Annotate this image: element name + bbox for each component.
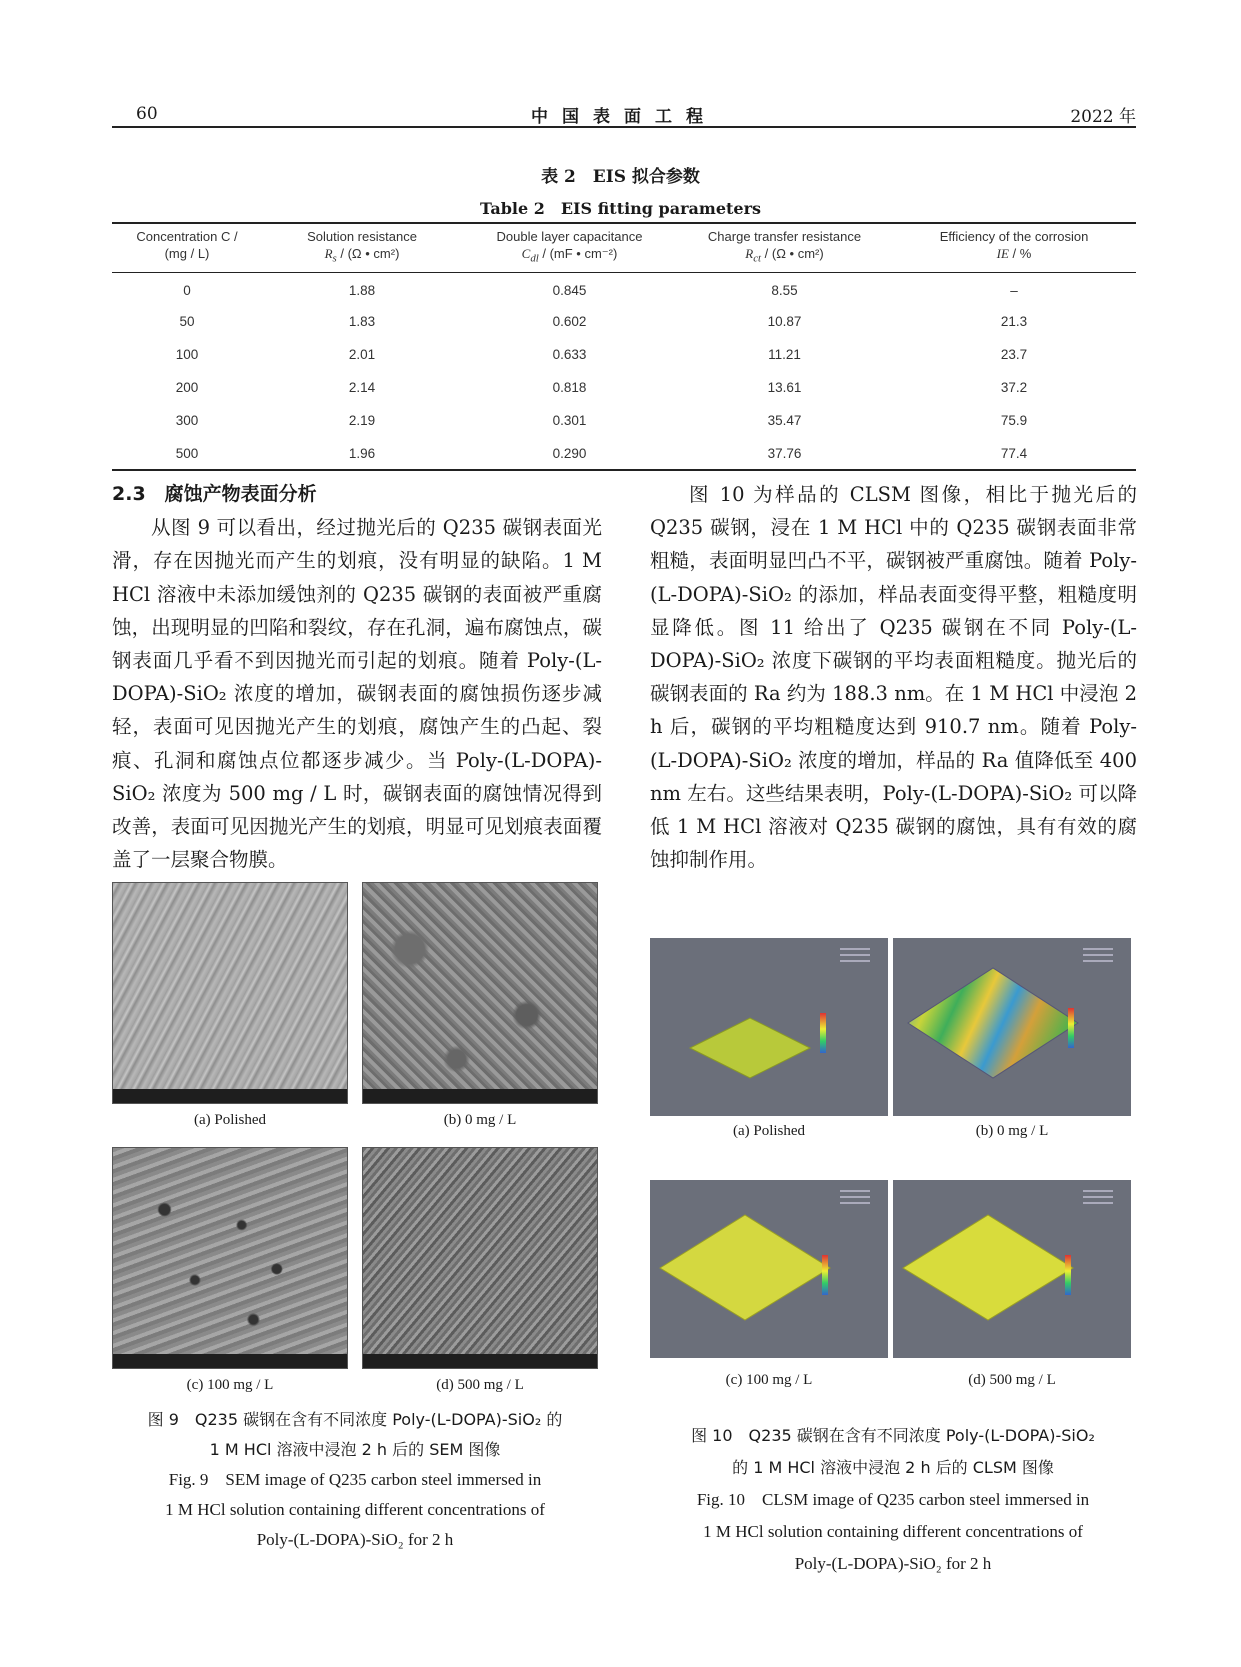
table-cell: 11.21 xyxy=(768,347,801,363)
clsm-image-500mgl xyxy=(893,1180,1131,1358)
table-cell: 35.47 xyxy=(767,413,802,429)
table-cell: 0.602 xyxy=(552,314,587,330)
table-cell: 500 xyxy=(175,445,199,461)
table-row xyxy=(112,338,1136,371)
table-row xyxy=(112,272,1136,305)
table-body xyxy=(112,272,1136,470)
table-cell: 0.818 xyxy=(552,380,587,396)
table-cell: 50 xyxy=(179,314,195,330)
running-header xyxy=(112,100,1136,128)
table-cell: 1.83 xyxy=(348,314,376,330)
table-cell: 2.01 xyxy=(348,347,376,363)
table-cell: 37.76 xyxy=(767,445,802,461)
table-cell: – xyxy=(1010,283,1018,299)
sem-image-polished xyxy=(112,882,348,1104)
fig10-subcaption-d: (d) 500 mg / L xyxy=(968,1372,1056,1388)
table-cell: 0.845 xyxy=(552,283,587,299)
table-cell: 77.4 xyxy=(1000,445,1028,461)
clsm-plot-100mgl xyxy=(650,1180,888,1358)
table-cell: 1.96 xyxy=(348,445,376,461)
sem-image-100mgl xyxy=(112,1147,348,1369)
left-paragraph: 从图 9 可以看出，经过抛光后的 Q235 碳钢表面光滑，存在因抛光而产生的划痕，没有明显的缺陷。1 M HCl 溶液中未添加缓蚀剂的 Q235 碳钢的表面被严重腐蚀，出现明显的凹陷和裂纹，存在孔洞，遍布腐蚀点，碳钢表面几乎看不到因抛光而引起的划痕。随着 Poly-(L-DOPA)-SiO₂ 浓度的增加，碳钢表面的腐蚀损伤逐步减轻，表面可见因抛光产生的划痕，腐蚀产生的凸起、裂痕、孔洞和腐蚀点位都逐步减少。当 Poly-(L-DOPA)-SiO₂ 浓度为 500 mg / L 时，碳钢表面的腐蚀情况得到改善，表面可见因抛光产生的划痕，明显可见划痕表面覆盖了一层聚合物膜。 xyxy=(112,516,602,872)
table-header-row xyxy=(112,223,1136,272)
clsm-plot-500mgl xyxy=(893,1180,1131,1358)
col-header-inhibition-efficiency: Efficiency of the corrosion IE / % xyxy=(939,229,1089,261)
fig9-subcaption-a: (a) Polished xyxy=(193,1112,267,1128)
table-cell: 23.7 xyxy=(1000,347,1028,363)
table-cell: 21.3 xyxy=(1000,314,1028,330)
fig9-subcaption-b: (b) 0 mg / L xyxy=(443,1112,517,1128)
table-row xyxy=(112,404,1136,437)
table-caption-cn: 表 2 EIS 拟合参数 xyxy=(541,167,700,187)
fig9-subcaption-c: (c) 100 mg / L xyxy=(186,1377,274,1393)
table-cell: 10.87 xyxy=(767,314,802,330)
left-column xyxy=(112,478,602,876)
fig9-subcaption-d: (d) 500 mg / L xyxy=(436,1377,524,1393)
table-cell: 8.55 xyxy=(771,283,798,299)
right-column xyxy=(650,478,1137,876)
table-cell: 37.2 xyxy=(1000,380,1028,396)
fig10-caption: 图 10 Q235 碳钢在含有不同浓度 Poly-(L-DOPA)-SiO₂ 的 1 M HCl 溶液中浸泡 2 h 后的 CLSM 图像 Fig. 10 CLSM image of Q235 carbon steel immersed in 1 M HCl solution containing different concentrations of Poly-(L-DOPA)-SiO₂ for 2 h xyxy=(691,1426,1095,1573)
issue-year: 2022 年 xyxy=(1070,107,1136,127)
fig9-caption: 图 9 Q235 碳钢在含有不同浓度 Poly-(L-DOPA)-SiO₂ 的 1 M HCl 溶液中浸泡 2 h 后的 SEM 图像 Fig. 9 SEM image of Q235 carbon steel immersed in 1 M HCl solution containing different concentrations of Poly-(L-DOPA)-SiO₂ for 2 h xyxy=(147,1410,563,1549)
table-cell: 0.290 xyxy=(552,445,587,461)
page-number: 60 xyxy=(136,104,158,124)
table-cell: 1.88 xyxy=(348,283,376,299)
table-cell: 0.633 xyxy=(552,347,587,363)
col-header-solution-resistance: Solution resistance $R_s / (\Omega$ • cm²) xyxy=(307,229,417,265)
table-cell: 0.301 xyxy=(552,413,587,429)
journal-title: 中国表面工程 xyxy=(531,107,717,127)
sem-info-bar xyxy=(113,1354,347,1368)
table-cell: 0 xyxy=(183,283,191,299)
fig10-subcaption-c: (c) 100 mg / L xyxy=(725,1372,813,1388)
clsm-plot-polished xyxy=(650,938,888,1116)
col-header-double-layer-capacitance: Double layer capacitance $C_{dl} / (mF$ • cm⁻²) xyxy=(496,229,643,265)
table-cell: 2.14 xyxy=(348,380,376,396)
table-cell: 75.9 xyxy=(1000,413,1028,429)
right-paragraph: 图 10 为样品的 CLSM 图像，相比于抛光后的 Q235 碳钢，浸在 1 M HCl 中的 Q235 碳钢表面非常粗糙，表面明显凹凸不平，碳钢被严重腐蚀。随着 Poly-(L-DOPA)-SiO₂ 的添加，样品表面变得平整，粗糙度明显降低。图 11 给出了 Q235 碳钢在不同 Poly-(L-DOPA)-SiO₂ 浓度下碳钢的平均表面粗糙度。抛光后的碳钢表面的 Ra 约为 188.3 nm。在 1 M HCl 中浸泡 2 h 后，碳钢的平均粗糙度达到 910.7 nm。随着 Poly-(L-DOPA)-SiO₂ 浓度的增加，样品的 Ra 值降低至 400 nm 左右。这些结果表明，Poly-(L-DOPA)-SiO₂ 可以降低 1 M HCl 溶液对 Q235 碳钢的腐蚀，具有有效的腐蚀抑制作用。 xyxy=(650,483,1137,872)
table-row xyxy=(112,305,1136,338)
col-header-charge-transfer-resistance: Charge transfer resistance $R_{ct} / (\Omega$ • cm²) xyxy=(707,229,862,265)
sem-info-bar xyxy=(363,1354,597,1368)
col-header-concentration: Concentration C / (mg / L) xyxy=(136,229,238,261)
fig10-subcaption-a: (a) Polished xyxy=(732,1123,806,1139)
eis-table xyxy=(112,222,1136,471)
clsm-image-0mgl xyxy=(893,938,1131,1116)
clsm-plot-0mgl xyxy=(893,938,1131,1116)
sem-info-bar xyxy=(113,1089,347,1103)
sem-image-0mgl xyxy=(362,882,598,1104)
table-row xyxy=(112,371,1136,404)
sem-info-bar xyxy=(363,1089,597,1103)
table-cell: 100 xyxy=(175,347,199,363)
table-cell: 300 xyxy=(175,413,199,429)
table-cell: 13.61 xyxy=(767,380,802,396)
section-heading: 2.3 腐蚀产物表面分析 xyxy=(112,483,317,505)
table-row xyxy=(112,437,1136,470)
clsm-image-100mgl xyxy=(650,1180,888,1358)
sem-image-500mgl xyxy=(362,1147,598,1369)
clsm-image-polished xyxy=(650,938,888,1116)
table-caption-en: Table 2 EIS fitting parameters xyxy=(479,199,762,218)
table-cell: 2.19 xyxy=(348,413,376,429)
fig10-subcaption-b: (b) 0 mg / L xyxy=(975,1123,1049,1139)
table-cell: 200 xyxy=(175,380,199,396)
